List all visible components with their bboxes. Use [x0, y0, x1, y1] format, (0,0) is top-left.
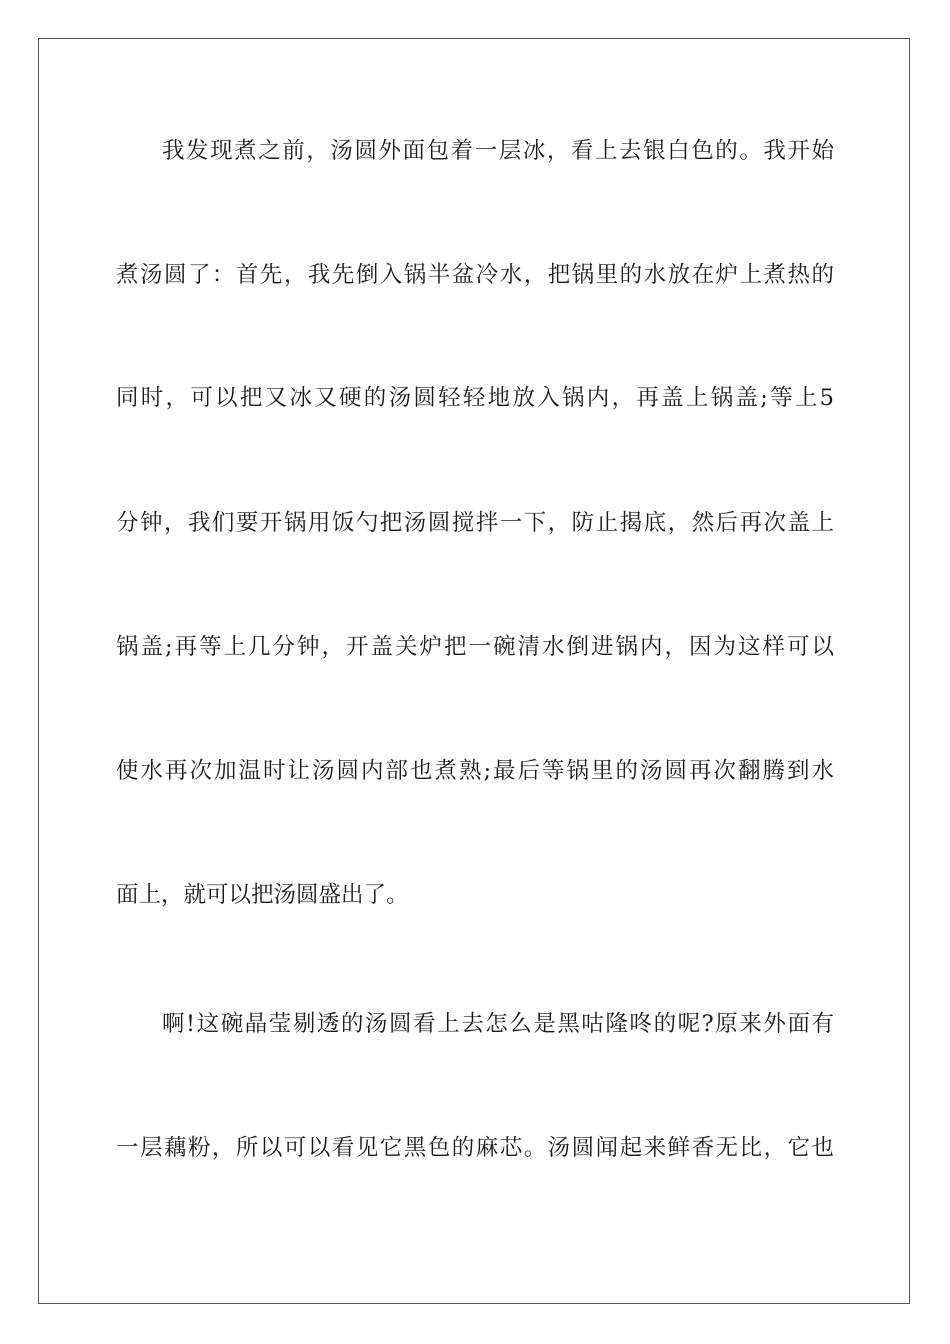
paragraph-2-line-2: 一层藕粉，所以可以看见它黑色的麻芯。汤圆闻起来鲜香无比，它也	[116, 1135, 834, 1161]
paragraph-1-line-2: 煮汤圆了：首先，我先倒入锅半盆冷水，把锅里的水放在炉上煮热的	[116, 262, 834, 288]
paragraph-1-line-3: 同时，可以把又冰又硬的汤圆轻轻地放入锅内，再盖上锅盖;等上5	[116, 385, 834, 411]
page-frame	[38, 38, 910, 1304]
paragraph-1-line-6: 使水再次加温时让汤圆内部也煮熟;最后等锅里的汤圆再次翻腾到水	[116, 758, 834, 784]
paragraph-1-line-7: 面上，就可以把汤圆盛出了。	[116, 882, 409, 908]
paragraph-1-line-1: 我发现煮之前，汤圆外面包着一层冰，看上去银白色的。我开始	[162, 138, 834, 164]
paragraph-1-line-4: 分钟，我们要开锅用饭勺把汤圆搅拌一下，防止揭底，然后再次盖上	[116, 510, 834, 536]
paragraph-2-line-1: 啊!这碗晶莹剔透的汤圆看上去怎么是黑咕隆咚的呢?原来外面有	[162, 1011, 834, 1037]
paragraph-1-line-5: 锅盖;再等上几分钟，开盖关炉把一碗清水倒进锅内，因为这样可以	[116, 634, 834, 660]
